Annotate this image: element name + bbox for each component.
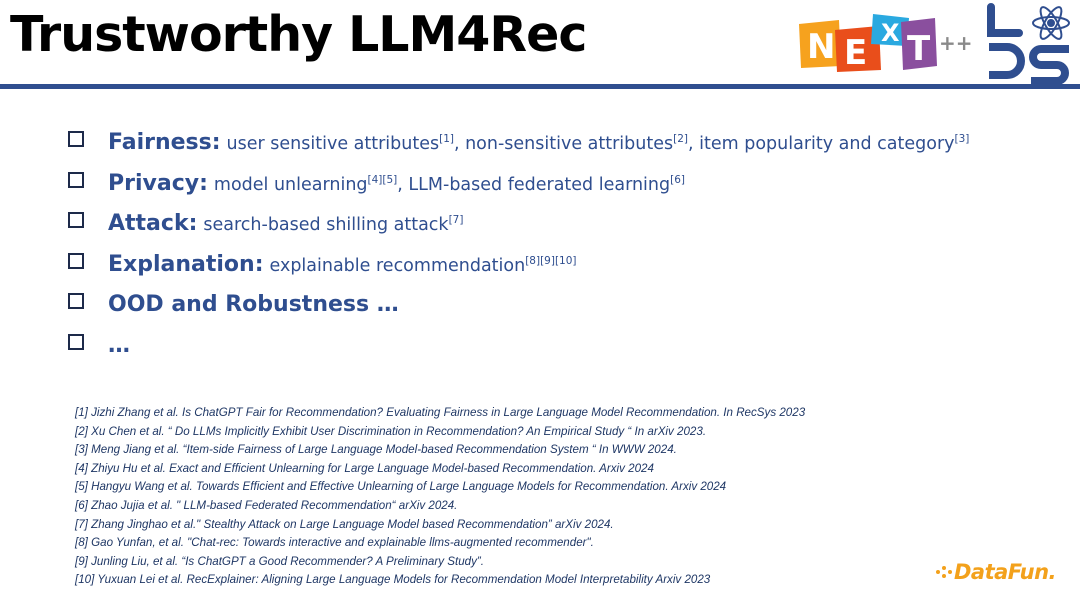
- reference-item: [3] Meng Jiang et al. “Item-side Fairness of Large Language Model-based Recommendation System “ In WWW 2024.: [75, 443, 677, 457]
- reference-item: [7] Zhang Jinghao et al." Stealthy Attack on Large Language Model based Recommendation” arXiv 2024.: [75, 517, 614, 531]
- checkbox-square-icon: [68, 172, 84, 188]
- citation-marker: [3]: [954, 133, 970, 145]
- bullet-description: [270, 256, 577, 276]
- next-logo-suffix: ++: [939, 31, 973, 55]
- reference-item: [8] Gao Yunfan, et al. "Chat-rec: Towards interactive and explainable llms-augmented recommender".: [75, 536, 594, 550]
- reference-item: [9] Junling Liu, et al. “Is ChatGPT a Good Recommender? A Preliminary Study”.: [75, 554, 484, 568]
- lds-logo-s-shape: [1031, 49, 1069, 81]
- bullet-description-text: search-based shilling attack: [203, 215, 449, 235]
- citation-marker: [8][9][10]: [525, 254, 577, 267]
- bullet-description: [214, 175, 685, 195]
- bullet-description-text: , item popularity and category: [688, 134, 955, 154]
- bullet-description-text: , LLM-based federated learning: [397, 174, 671, 195]
- bullet-description-text: model unlearning: [213, 174, 368, 195]
- bullet-item: [68, 211, 969, 252]
- bullet-heading: Attack:: [108, 211, 198, 236]
- next-logo-letter-x: X: [881, 19, 900, 47]
- checkbox-square-icon: [68, 334, 84, 350]
- datafun-logo: [935, 560, 1056, 584]
- bullet-heading: Explanation:: [108, 251, 264, 277]
- citation-marker: [7]: [448, 214, 464, 226]
- reference-list: [75, 404, 805, 590]
- citation-marker: [2]: [673, 133, 688, 145]
- topic-bullet-list: [68, 130, 969, 373]
- next-logo-letter-t: T: [907, 29, 931, 69]
- checkbox-square-icon: [68, 293, 84, 309]
- lds-logo-l-shape: [991, 7, 1019, 33]
- page-title: Trustworthy LLM4Rec: [10, 6, 587, 63]
- bullet-description: [227, 134, 970, 154]
- atom-icon: [1033, 4, 1069, 41]
- citation-marker: [6]: [670, 173, 685, 186]
- reference-item: [6] Zhao Jujia et al. " LLM-based Federated Recommendation“ arXiv 2024.: [75, 498, 458, 512]
- lds-lab-logo: [985, 3, 1075, 85]
- title-underline-rule: [0, 84, 1080, 89]
- reference-item: [2] Xu Chen et al. “ Do LLMs Implicitly Exhibit User Discrimination in Recommendation? An Empirical Study “ In arXiv 2023.: [75, 424, 707, 438]
- checkbox-square-icon: [68, 253, 84, 269]
- reference-item: [10] Yuxuan Lei et al. RecExplainer: Aligning Large Language Models for Recommendation Model Interpretability Arxiv 2023: [75, 573, 711, 587]
- bullet-item: [68, 292, 969, 333]
- next-plus-plus-logo: [797, 10, 977, 76]
- reference-item: [5] Hangyu Wang et al. Towards Efficient and Effective Unlearning of Large Language Models for Recommendation. Arxiv 2024: [75, 480, 727, 494]
- citation-marker: [4][5]: [367, 173, 398, 186]
- bullet-heading: …: [108, 332, 130, 358]
- bullet-item: [68, 333, 969, 374]
- reference-item: [4] Zhiyu Hu et al. Exact and Efficient Unlearning for Large Language Model-based Recommendation. Arxiv 2024: [75, 461, 654, 475]
- reference-item: [1] Jizhi Zhang et al. Is ChatGPT Fair for Recommendation? Evaluating Fairness in Large Language Model Recommendation. In RecSys 2023: [75, 406, 806, 419]
- next-logo-letter-e: E: [844, 33, 868, 73]
- lds-logo-d-shape: [989, 47, 1021, 75]
- checkbox-square-icon: [68, 212, 84, 228]
- bullet-item: [68, 171, 969, 212]
- bullet-heading: Fairness:: [108, 130, 221, 155]
- datafun-logo-text: DataFun.: [954, 560, 1057, 584]
- bullet-item: [68, 130, 969, 171]
- bullet-description-text: explainable recommendation: [269, 255, 526, 276]
- datafun-dots-icon: [935, 563, 953, 581]
- bullet-item: [68, 252, 969, 293]
- bullet-heading: Privacy:: [108, 170, 208, 196]
- checkbox-square-icon: [68, 131, 84, 147]
- next-logo-letter-n: N: [807, 27, 836, 67]
- bullet-description: [203, 215, 463, 235]
- bullet-description-text: user sensitive attributes: [226, 134, 440, 154]
- bullet-description-text: , non-sensitive attributes: [453, 134, 674, 154]
- citation-marker: [1]: [439, 133, 454, 145]
- bullet-heading: OOD and Robustness …: [108, 292, 399, 317]
